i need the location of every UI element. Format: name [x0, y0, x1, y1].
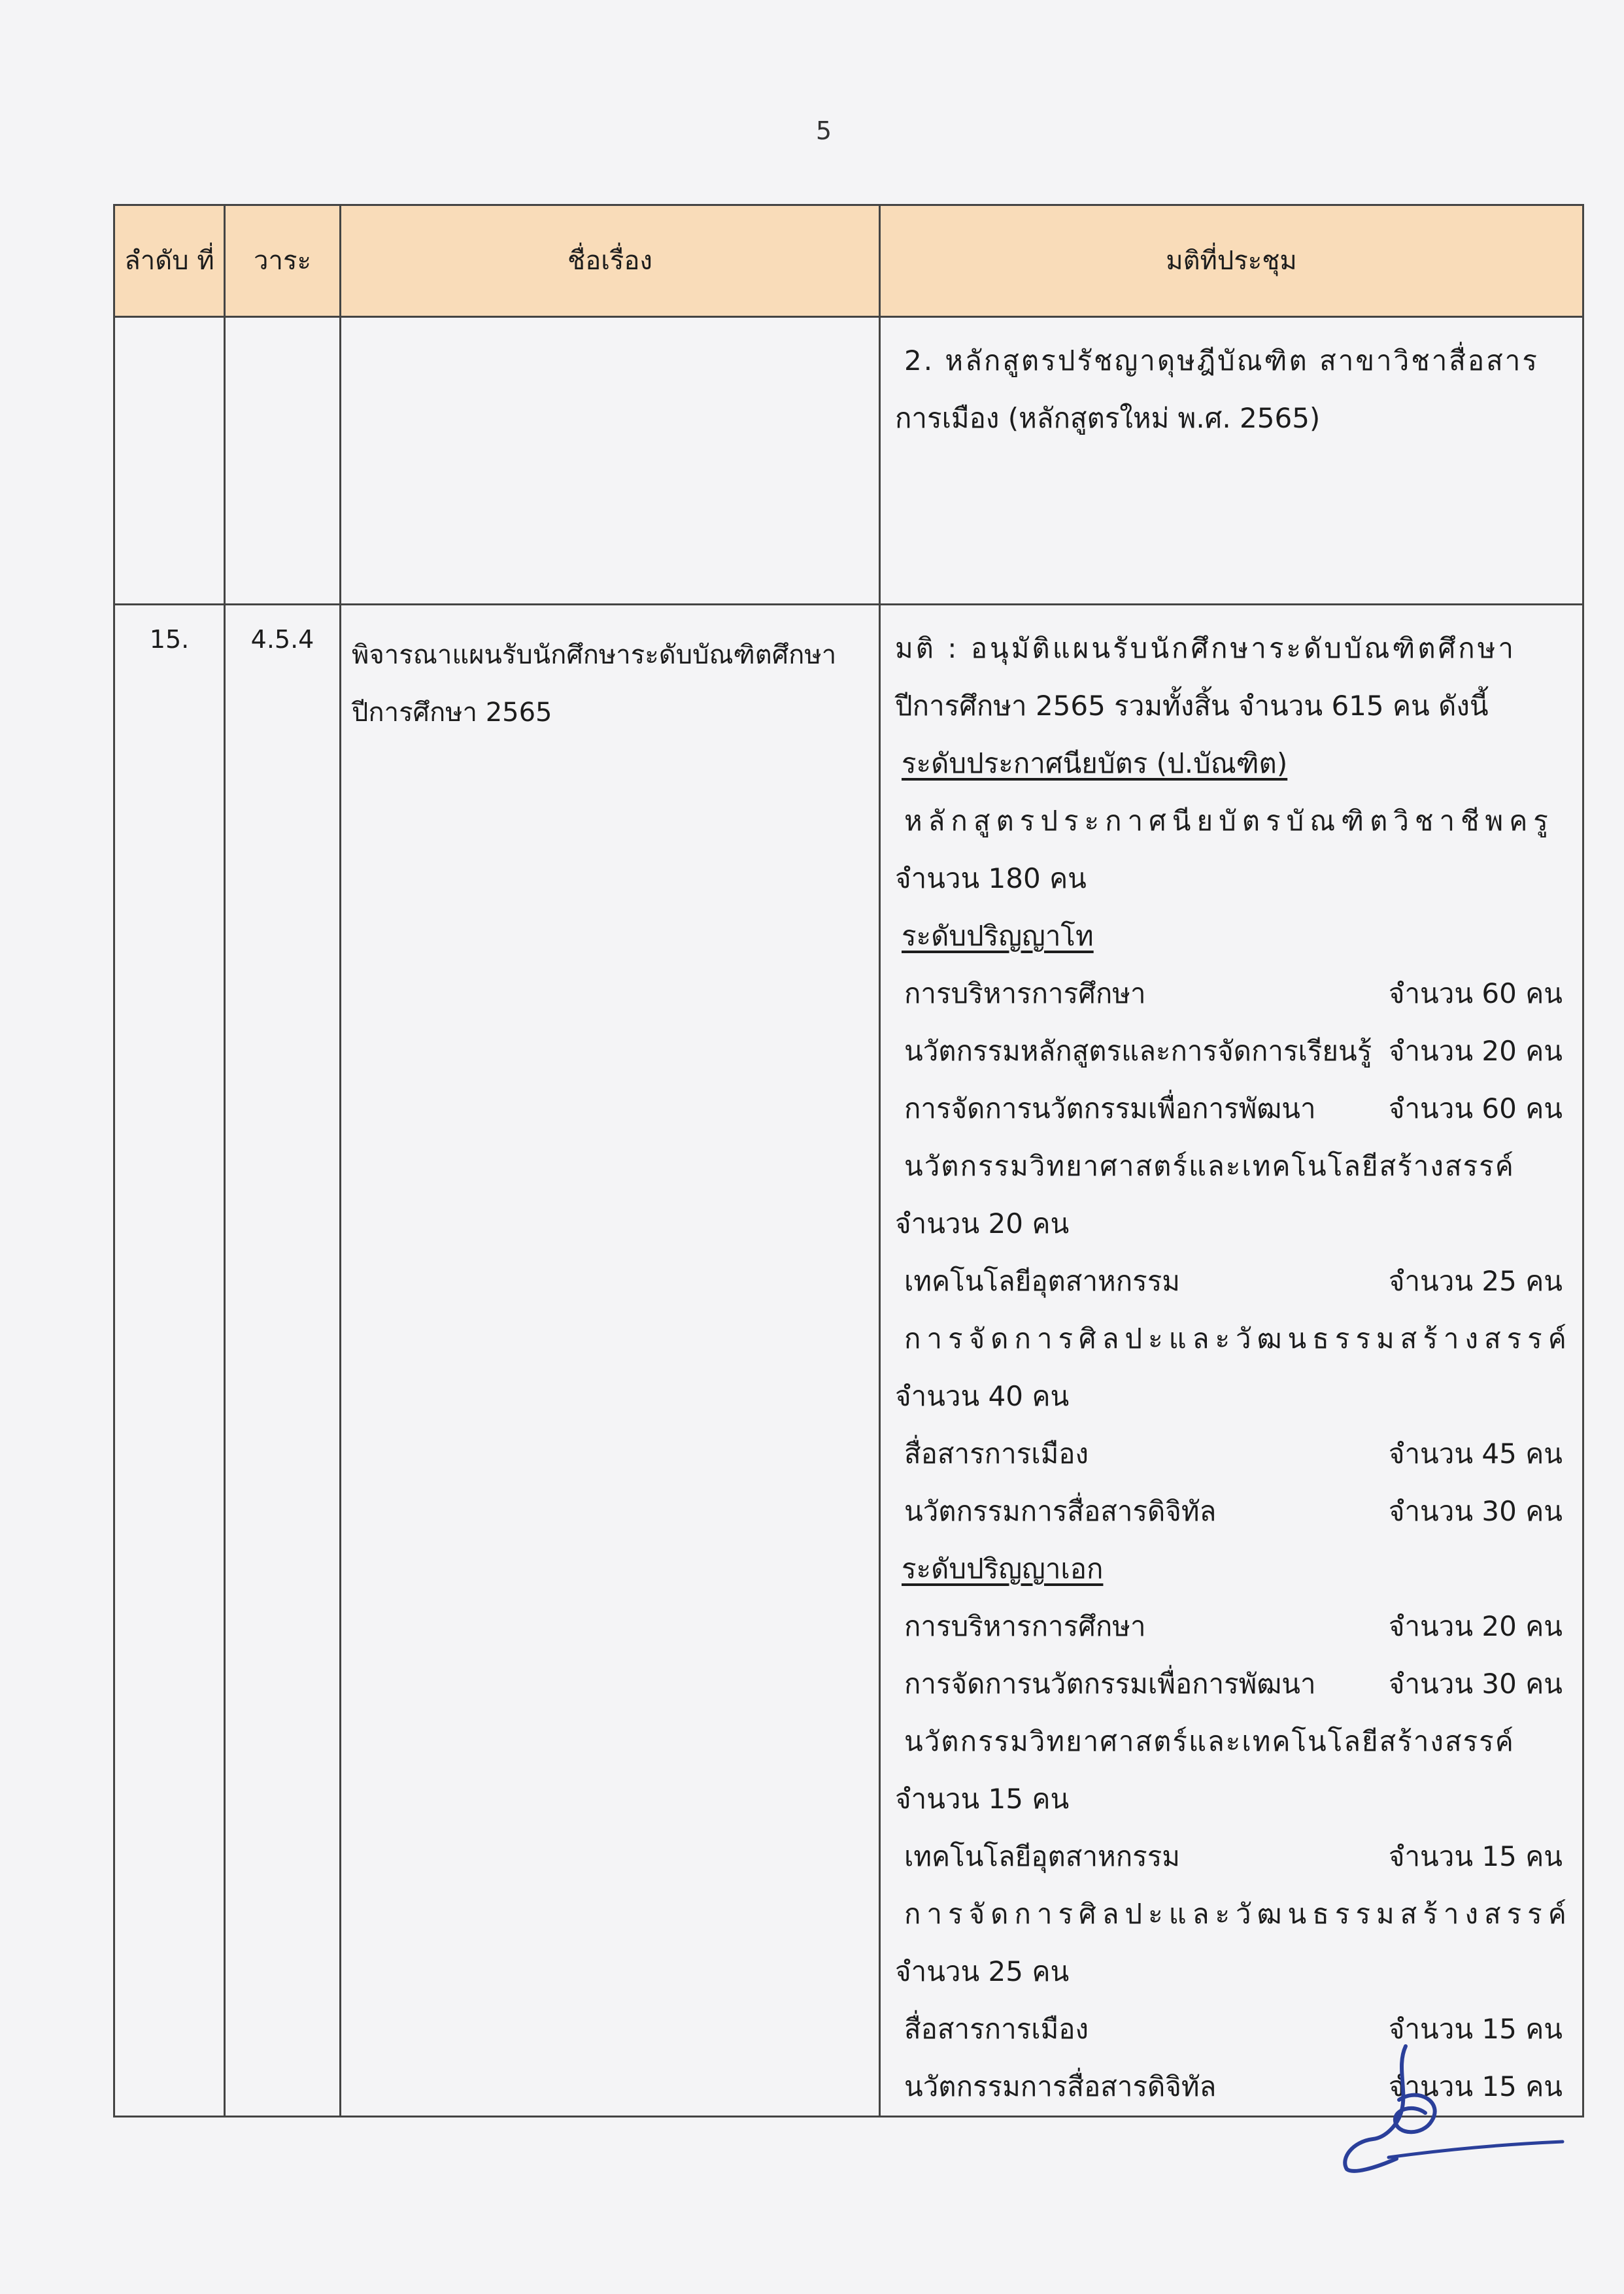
resolution-text: การเมือง (หลักสูตรใหม่ พ.ศ. 2565): [895, 402, 1321, 434]
header-agenda: วาระ: [225, 205, 341, 317]
program-name: การจัดการนวัตกรรมเพื่อการพัฒนา: [904, 1668, 1316, 1700]
program-row: [895, 1425, 1563, 1483]
program-name: นวัตกรรมวิทยาศาสตร์และเทคโนโลยีสร้างสรรค์: [904, 1725, 1515, 1757]
program-name: นวัตกรรมหลักสูตรและการจัดการเรียนรู้: [904, 1035, 1372, 1067]
program-amount: จำนวน 30 คน: [1388, 1495, 1563, 1527]
section-heading-doctoral: ระดับปริญญาเอก: [902, 1553, 1104, 1585]
program-name: การจัดการศิลปะและวัฒนธรรมสร้างสรรค์: [904, 1323, 1572, 1355]
program-name: เทคโนโลยีอุตสาหกรรม: [904, 1265, 1180, 1297]
program-name: การบริหารการศึกษา: [904, 1610, 1146, 1642]
program-amount: จำนวน 25 คน: [1388, 1265, 1563, 1297]
program-row: [895, 1598, 1563, 1655]
program-name: นวัตกรรมวิทยาศาสตร์และเทคโนโลยีสร้างสรรค์: [904, 1150, 1515, 1182]
resolution-text: 2. หลักสูตรปรัชญาดุษฎีบัณฑิต สาขาวิชาสื่อสาร: [904, 345, 1539, 377]
cell-subject: [341, 605, 880, 2117]
cell-no: [114, 317, 225, 605]
program-row: [895, 1655, 1563, 1713]
program-amount: จำนวน 60 คน: [1388, 1092, 1563, 1124]
section-heading-masters: ระดับปริญญาโท: [902, 920, 1094, 952]
resolution-text: ปีการศึกษา 2565 รวมทั้งสิ้น จำนวน 615 คน ดังนี้: [895, 690, 1489, 722]
table-row: [114, 605, 1583, 2117]
program-name: หลักสูตรประกาศนียบัตรบัณฑิตวิชาชีพครู: [904, 805, 1554, 837]
program-amount: จำนวน 15 คน: [895, 1783, 1070, 1815]
program-amount: จำนวน 20 คน: [895, 1207, 1070, 1240]
program-amount: จำนวน 15 คน: [1388, 2013, 1563, 2045]
program-amount: จำนวน 15 คน: [1388, 1840, 1563, 1872]
header-subject: ชื่อเรื่อง: [341, 205, 880, 317]
section-heading-certificate: ระดับประกาศนียบัตร (ป.บัณฑิต): [902, 747, 1288, 779]
cell-agenda: 4.5.4: [225, 605, 341, 2117]
resolution-text: มติ : อนุมัติแผนรับนักศึกษาระดับบัณฑิตศึกษา: [895, 632, 1516, 664]
program-amount: จำนวน 40 คน: [895, 1380, 1070, 1412]
program-amount: จำนวน 60 คน: [1388, 977, 1563, 1009]
program-name: สื่อสารการเมือง: [904, 1438, 1089, 1470]
signature-icon: [1334, 2040, 1569, 2180]
program-row: [895, 1483, 1563, 1540]
cell-resolution: [880, 605, 1583, 2117]
subject-text: พิจารณาแผนรับนักศึกษาระดับบัณฑิตศึกษา: [352, 640, 837, 670]
program-amount: จำนวน 20 คน: [1388, 1035, 1563, 1067]
table-row: [114, 317, 1583, 605]
subject-text: ปีการศึกษา 2565: [352, 698, 552, 728]
header-no: ลำดับ ที่: [114, 205, 225, 317]
program-name: นวัตกรรมการสื่อสารดิจิทัล: [904, 2070, 1217, 2102]
program-amount: จำนวน 30 คน: [1388, 1668, 1563, 1700]
program-row: [895, 1080, 1563, 1138]
program-row: [895, 965, 1563, 1022]
program-amount: จำนวน 45 คน: [1388, 1438, 1563, 1470]
program-row: [895, 1022, 1563, 1080]
cell-subject: [341, 317, 880, 605]
program-amount: จำนวน 25 คน: [895, 1955, 1070, 1987]
program-name: นวัตกรรมการสื่อสารดิจิทัล: [904, 1495, 1217, 1527]
header-resolution: มติที่ประชุม: [880, 205, 1583, 317]
program-name: การจัดการศิลปะและวัฒนธรรมสร้างสรรค์: [904, 1898, 1572, 1930]
program-row: [895, 1828, 1563, 1885]
program-amount: จำนวน 20 คน: [1388, 1610, 1563, 1642]
program-amount: จำนวน 180 คน: [895, 862, 1087, 894]
page-number: 5: [815, 116, 832, 145]
cell-agenda: [225, 317, 341, 605]
program-name: สื่อสารการเมือง: [904, 2013, 1089, 2045]
program-row: [895, 1253, 1563, 1310]
table-header-row: [114, 205, 1583, 317]
signature-graphic: [1334, 2040, 1569, 2177]
program-name: การจัดการนวัตกรรมเพื่อการพัฒนา: [904, 1092, 1316, 1124]
cell-no: 15.: [114, 605, 225, 2117]
program-name: เทคโนโลยีอุตสาหกรรม: [904, 1840, 1180, 1872]
cell-resolution: [880, 317, 1583, 605]
program-name: การบริหารการศึกษา: [904, 977, 1146, 1009]
program-amount: จำนวน 15 คน: [1388, 2070, 1563, 2102]
minutes-table: [113, 204, 1584, 2117]
